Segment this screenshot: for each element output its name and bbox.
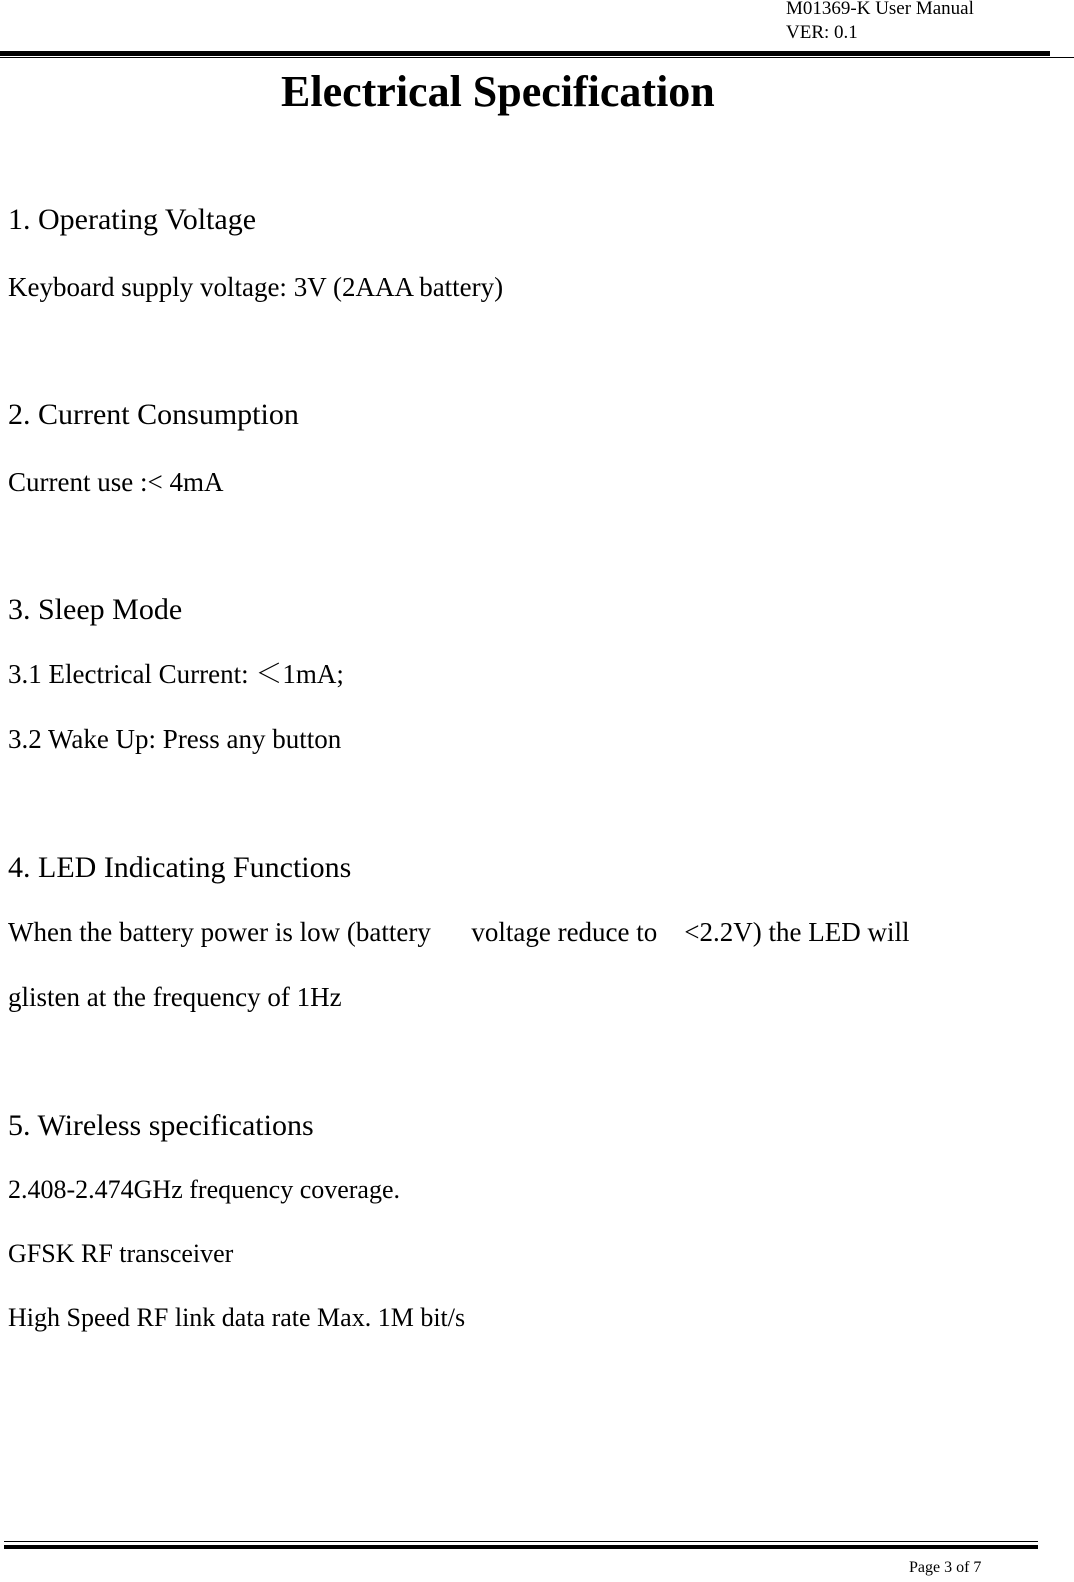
- section-text: GFSK RF transceiver: [8, 1239, 234, 1268]
- header-rule-thin: [0, 57, 1074, 58]
- section-text: High Speed RF link data rate Max. 1M bit/s: [8, 1303, 466, 1332]
- section-text: Current use :< 4mA: [8, 467, 224, 497]
- section-text: glisten at the frequency of 1Hz: [8, 982, 342, 1012]
- header-version: VER: 0.1: [786, 22, 858, 43]
- footer-rule: [4, 1545, 1038, 1549]
- section-text: 3.2 Wake Up: Press any button: [8, 724, 342, 754]
- section-text: 2.408-2.474GHz frequency coverage.: [8, 1175, 401, 1204]
- section-heading-sleep-mode: 3. Sleep Mode: [8, 593, 183, 626]
- page-number: Page 3 of 7: [909, 1559, 982, 1576]
- section-text: When the battery power is low (battery voltage reduce to <2.2V) the LED will: [8, 917, 910, 947]
- header-rule: [0, 51, 1050, 56]
- section-heading-operating-voltage: 1. Operating Voltage: [8, 203, 257, 236]
- section-text: 3.1 Electrical Current: ＜1mA;: [8, 659, 344, 689]
- section-heading-wireless: 5. Wireless specifications: [8, 1109, 314, 1142]
- header-doc-id: M01369-K User Manual: [786, 0, 974, 19]
- section-heading-led-functions: 4. LED Indicating Functions: [8, 851, 352, 884]
- section-text: Keyboard supply voltage: 3V (2AAA battery): [8, 272, 504, 302]
- section-heading-current-consumption: 2. Current Consumption: [8, 398, 299, 431]
- page-title: Electrical Specification: [281, 67, 715, 116]
- footer-rule-thin: [4, 1541, 1038, 1542]
